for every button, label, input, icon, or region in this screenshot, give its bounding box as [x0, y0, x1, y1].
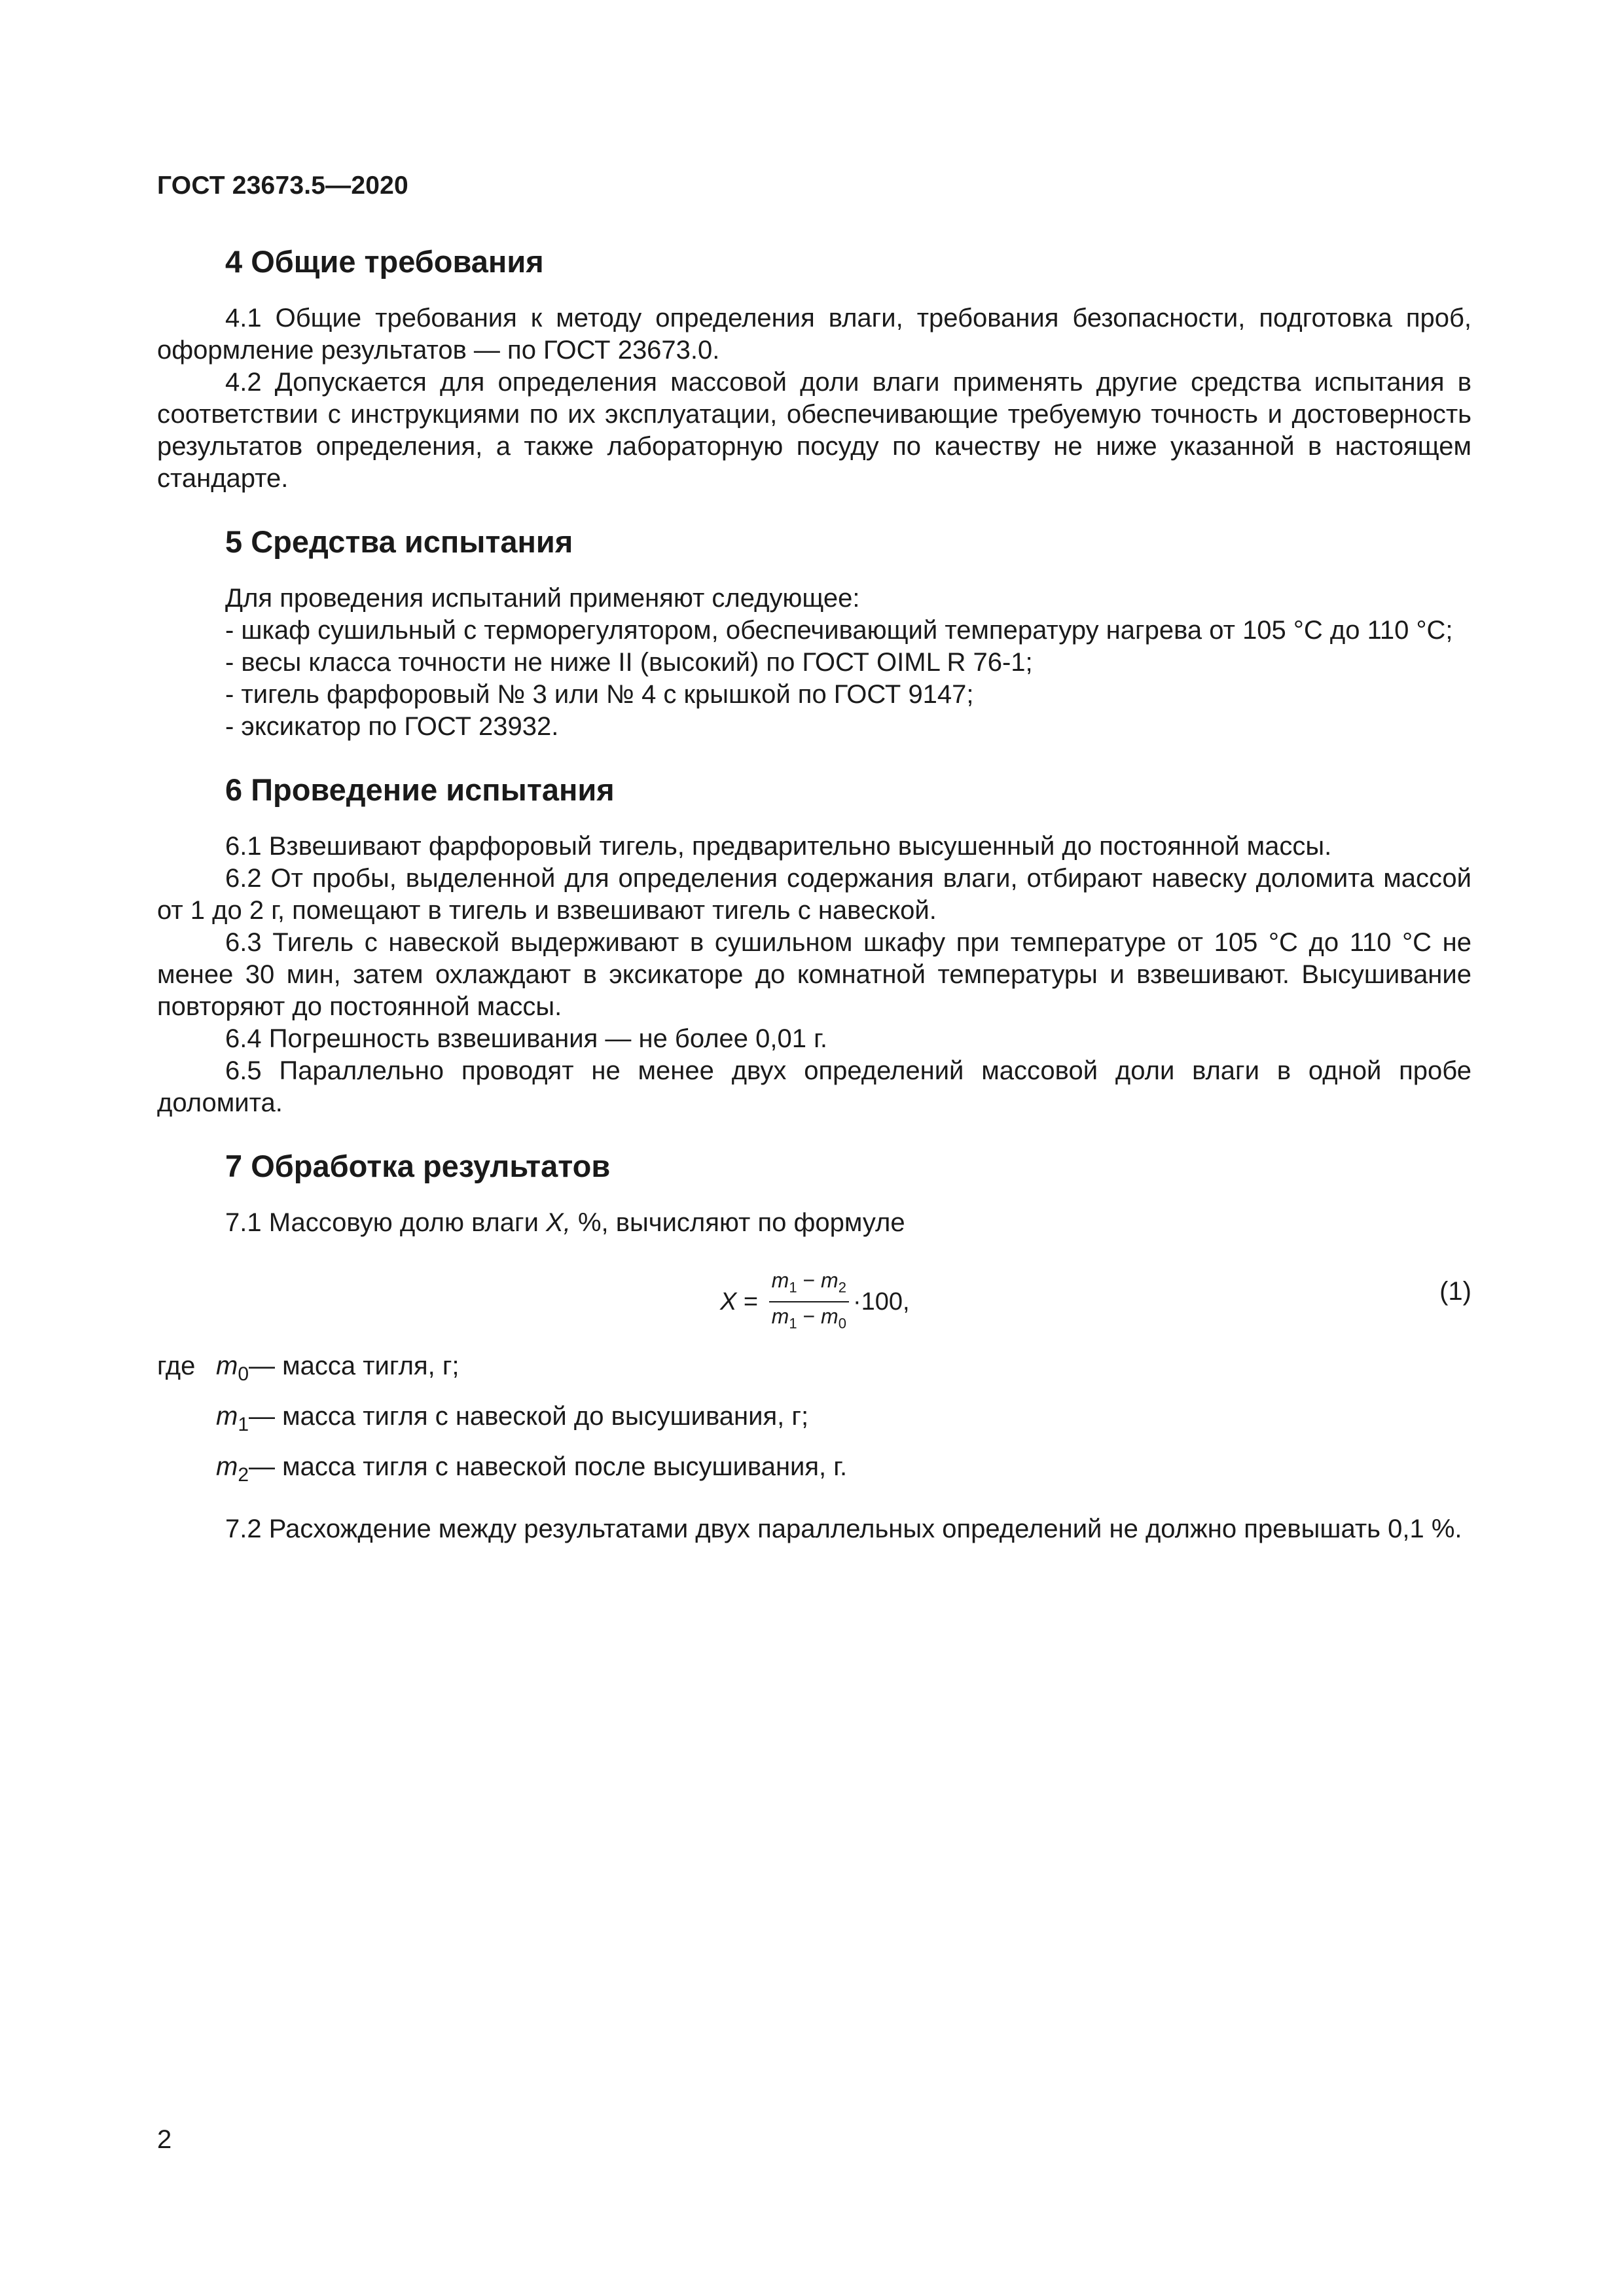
paragraph-6-4: 6.4 Погрешность взвешивания — не более 0,01 г. — [225, 1024, 827, 1053]
legend-row — [157, 1446, 1471, 1496]
paragraph-6-3: 6.3 Тигель с навеской выдерживают в сушильном шкафу при температуре от 105 °С до 110 °С не менее 30 мин, затем охлаждают в эксикаторе до комнатной температуры и взвешивают. Высушивание повторяют до постоянной массы. — [157, 928, 1471, 1021]
paragraph-7-1-tail: %, вычисляют по формуле — [570, 1208, 905, 1237]
legend-text: — масса тигля с навеской до высушивания, г; — [249, 1402, 809, 1431]
list-item: - весы класса точности не ниже II (высокий) по ГОСТ OIML R 76-1; — [225, 648, 1033, 677]
legend-where: где — [157, 1352, 196, 1380]
formula-symbol: m — [821, 1268, 839, 1292]
paragraph-6-2: 6.2 От пробы, выделенной для определения содержания влаги, отбирают навеску доломита массой от 1 до 2 г, помещают в тигель и взвешивают тигель с навеской. — [157, 864, 1471, 925]
section-5-intro: Для проведения испытаний применяют следующее: — [225, 584, 860, 613]
page-number: 2 — [157, 2125, 172, 2154]
paragraph-6-1: 6.1 Взвешивают фарфоровый тигель, предварительно высушенный до постоянной массы. — [225, 832, 1332, 861]
formula-symbol: m — [771, 1304, 789, 1329]
legend-symbol: $m_1$ — [216, 1402, 249, 1435]
paragraph-4-2: 4.2 Допускается для определения массовой доли влаги применять другие средства испытания в соответствии с инструкциями по их эксплуатации, обеспечивающие требуемую точность и достоверность результатов определения, а также лабораторную посуду по качеству не ниже указанной в настоящем стандарте. — [157, 368, 1471, 493]
formula-tail: ·100, — [852, 1287, 910, 1316]
variable-x: X, — [546, 1208, 571, 1237]
legend-row — [157, 1345, 1471, 1395]
paragraph-7-1-text: 7.1 Массовую долю влаги — [225, 1208, 547, 1237]
list-item: - эксикатор по ГОСТ 23932. — [225, 712, 559, 741]
section-4-title: 4 Общие требования — [225, 244, 544, 279]
formula-equals: = — [736, 1287, 765, 1316]
paragraph-7-2: 7.2 Расхождение между результатами двух параллельных определений не должно превышать 0,1 %. — [225, 1515, 1462, 1543]
formula-numerator — [769, 1268, 849, 1302]
legend-text: — масса тигля с навеской после высушивания, г. — [249, 1452, 848, 1481]
formula-subscript: 0 — [838, 1315, 846, 1332]
formula-subscript: 1 — [789, 1279, 797, 1296]
paragraph-4-1: 4.1 Общие требования к методу определения влаги, требования безопасности, подготовка проб, оформление результатов — по ГОСТ 23673.0. — [157, 304, 1471, 365]
legend-symbol: $m_2$ — [216, 1452, 249, 1486]
paragraph-7-1 — [157, 1207, 1471, 1239]
legend-text: — масса тигля, г; — [249, 1352, 460, 1380]
formula-symbol: m — [821, 1304, 839, 1329]
list-item: - шкаф сушильный с терморегулятором, обеспечивающий температуру нагрева от 105 °С до 110 °С; — [225, 616, 1453, 645]
section-5-title: 5 Средства испытания — [225, 524, 573, 559]
formula-minus: − — [797, 1304, 821, 1329]
moisture-formula — [720, 1268, 910, 1336]
paragraph-6-5: 6.5 Параллельно проводят не менее двух определений массовой доли влаги в одной пробе доломита. — [157, 1056, 1471, 1117]
formula-number: (1) — [1439, 1277, 1471, 1306]
legend-symbol: $m_0$ — [216, 1352, 249, 1385]
formula-subscript: 2 — [838, 1279, 846, 1296]
document-body — [157, 242, 1471, 1545]
section-6-title: 6 Проведение испытания — [225, 772, 615, 807]
legend-row — [157, 1395, 1471, 1446]
formula-minus: − — [797, 1268, 821, 1292]
document-code-header: ГОСТ 23673.5—2020 — [157, 171, 408, 200]
list-item: - тигель фарфоровый № 3 или № 4 с крышкой по ГОСТ 9147; — [225, 680, 974, 709]
formula-block — [157, 1259, 1471, 1331]
formula-symbol: m — [771, 1268, 789, 1292]
formula-denominator — [769, 1302, 849, 1336]
section-7-title: 7 Обработка результатов — [225, 1149, 611, 1183]
formula-lhs: X — [720, 1287, 737, 1316]
formula-subscript: 1 — [789, 1315, 797, 1332]
formula-fraction — [769, 1268, 849, 1336]
